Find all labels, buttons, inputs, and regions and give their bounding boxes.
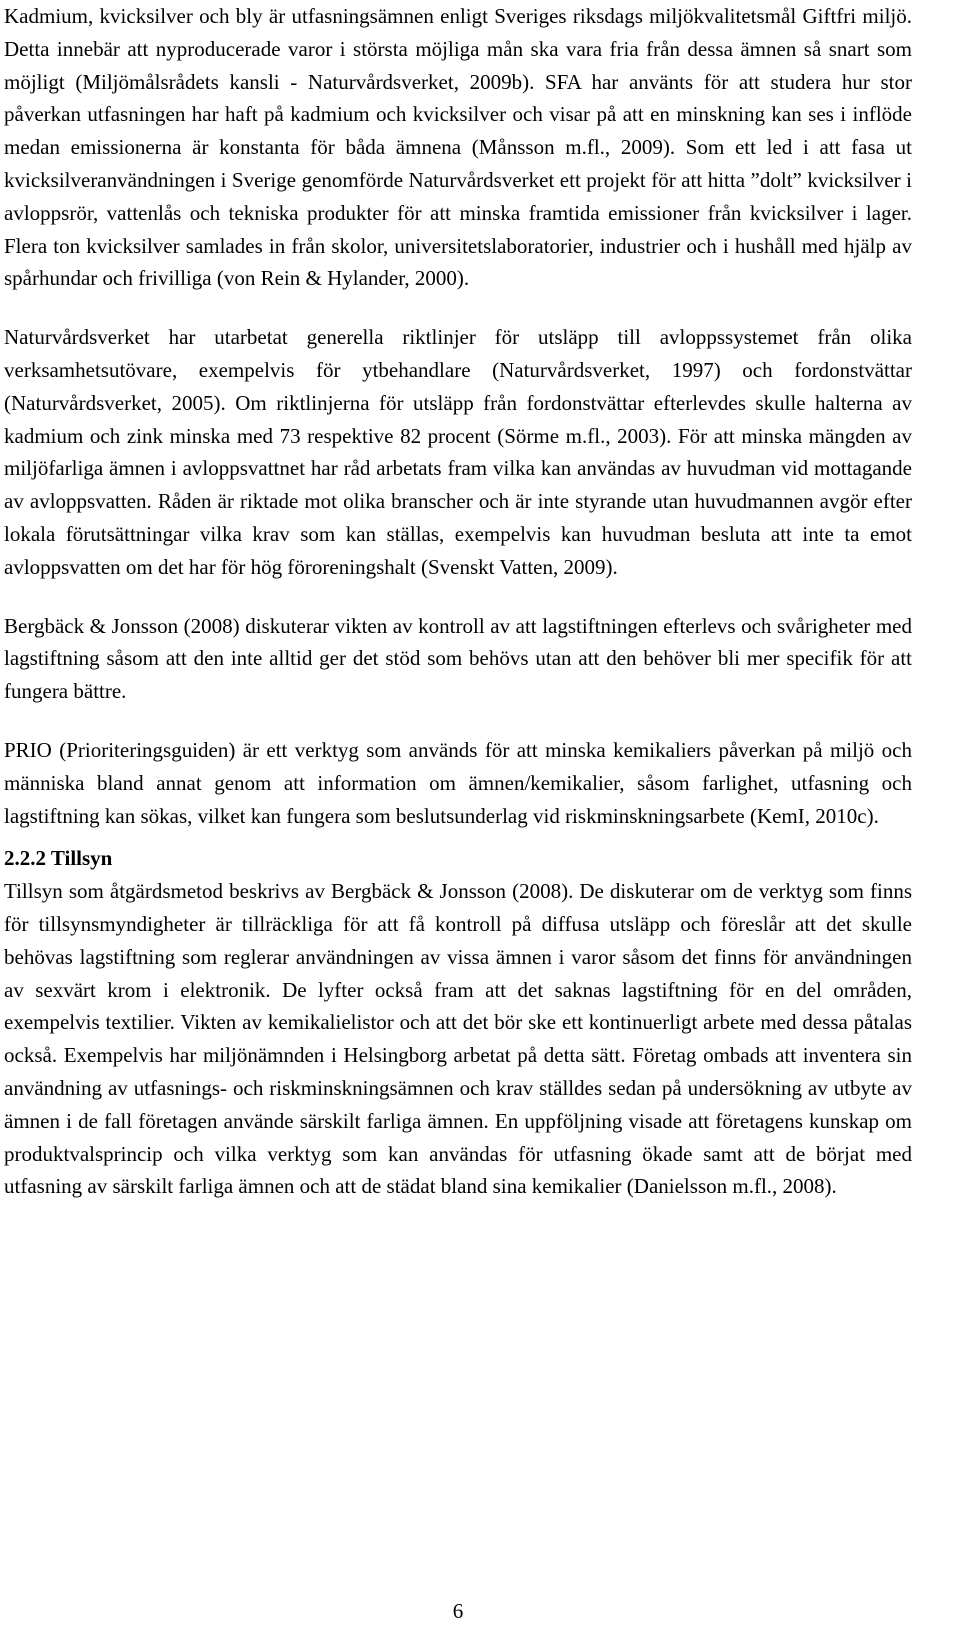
- document-body: [4, 0, 912, 1203]
- paragraph-guidelines: Naturvårdsverket har utarbetat generella riktlinjer för utsläpp till avloppssystemet från olika verksamhetsutövare, exempelvis för ytbehandlare (Naturvårdsverket, 1997) och fordonstvättar (Naturvårdsverket, 2005). Om riktlinjerna för utsläpp från fordonstvättar efterlevdes skulle halterna av kadmium och zink minska med 73 respektive 82 procent (Sörme m.fl., 2003). För att minska mängden av miljöfarliga ämnen i avloppsvattnet har råd arbetats fram vilka kan användas av huvudman vid mottagande av avloppsvatten. Råden är riktade mot olika branscher och är inte styrande utan huvudmannen avgör efter lokala förutsättningar vilka krav som kan ställas, exempelvis kan huvudman besluta att inte ta emot avloppsvatten om det har för hög föroreningshalt (Svenskt Vatten, 2009).: [4, 325, 912, 579]
- section-spacer: [4, 832, 912, 842]
- paragraph-spacer: [4, 584, 912, 610]
- paragraph-spacer: [4, 708, 912, 734]
- paragraph-spacer: [4, 295, 912, 321]
- section-heading: 2.2.2 Tillsyn: [4, 846, 113, 871]
- paragraph-legislation: Bergbäck & Jonsson (2008) diskuterar vikten av kontroll av att lagstiftningen efterlevs och svårigheter med lagstiftning såsom att den inte alltid ger det stöd som behövs utan att den behöver bli mer specifik för att fungera bättre.: [4, 613, 912, 704]
- paragraph-phase-out: Kadmium, kvicksilver och bly är utfasningsämnen enligt Sveriges riksdags miljökvalitetsmål Giftfri miljö. Detta innebär att nyproducerade varor i största möjliga mån ska vara fria från dessa ämnen så snart som möjligt (Miljömålsrådets kansli - Naturvårdsverket, 2009b). SFA har använts för att studera hur stor påverkan utfasningen har haft på kadmium och kvicksilver och visar på att en minskning kan ses i inflöde medan emissionerna är konstanta för båda ämnena (Månsson m.fl., 2009). Som ett led i att fasa ut kvicksilveranvändningen i Sverige genomförde Naturvårdsverket ett projekt för att hitta ”dolt” kvicksilver i avloppsrör, vattenlås och tekniska produkter för att minska framtida emissioner från kvicksilver i lager. Flera ton kvicksilver samlades in från skolor, universitetslaboratorier, industrier och i hushåll med hjälp av spårhundar och frivilliga (von Rein & Hylander, 2000).: [4, 4, 912, 291]
- paragraph-tillsyn: Tillsyn som åtgärdsmetod beskrivs av Bergbäck & Jonsson (2008). De diskuterar om de verktyg som finns för tillsynsmyndigheter är tillräckliga för att få kontroll på diffusa utsläpp och föreslår att det skulle behövas lagstiftning som reglerar användningen av vissa ämnen i varor såsom det finns för användningen av sexvärt krom i elektronik. De lyfter också fram att det saknas lagstiftning för en del områden, exempelvis textilier. Vikten av kemikalielistor och att det bör ske ett kontinuerligt arbete med dessa påtalas också. Exempelvis har miljönämnden i Helsingborg arbetat på detta sätt. Företag ombads att inventera sin användning av utfasnings- och riskminskningsämnen och krav ställdes sedan på undersökning av utbyte av ämnen i de fall företagen använde särskilt farliga ämnen. En uppföljning visade att företagens kunskap om produktvalsprincip och vilka verktyg som kan användas för utfasning ökade samt att de börjat med utfasning av särskilt farliga ämnen och att de städat bland sina kemikalier (Danielsson m.fl., 2008).: [4, 879, 912, 1199]
- page-number: 6: [452, 1599, 464, 1623]
- paragraph-prio: PRIO (Prioriteringsguiden) är ett verktyg som används för att minska kemikaliers påverkan på miljö och människa bland annat genom att information om ämnen/kemikalier, såsom farlighet, utfasning och lagstiftning kan sökas, vilket kan fungera som beslutsunderlag vid riskminskningsarbete (KemI, 2010c).: [4, 737, 912, 828]
